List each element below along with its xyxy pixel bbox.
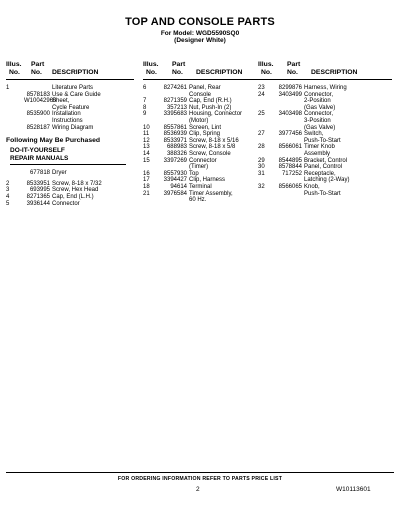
part-no-header: No. — [172, 68, 183, 76]
part-description — [304, 85, 392, 92]
part-description — [304, 92, 392, 112]
description-line: Clip, Harness — [189, 177, 226, 184]
part-number: 8533971 — [163, 137, 187, 144]
description-line: Push-To-Start — [304, 137, 341, 144]
part-number: 8533951 — [26, 180, 50, 187]
diy-heading-1: DO-IT-YOURSELF — [10, 147, 65, 155]
description-line: Sheet, — [52, 98, 70, 105]
part-description — [52, 85, 134, 92]
column-header — [143, 61, 259, 78]
description-line: Screw, Hex Head — [52, 187, 99, 194]
illus-number: 18 — [143, 183, 150, 190]
part-number: 8299876 — [278, 85, 302, 91]
part-number: 688983 — [166, 144, 187, 151]
part-row — [143, 131, 259, 138]
page-number: 2 — [196, 486, 200, 493]
part-number: 8557930 — [163, 170, 187, 177]
part-description — [52, 201, 134, 208]
part-description — [189, 158, 259, 171]
description-line: Screen, Lint — [189, 124, 222, 131]
part-number: 8566061 — [278, 144, 302, 151]
part-row — [143, 184, 259, 191]
part-description — [189, 177, 259, 184]
part-row — [143, 158, 259, 171]
part-number: 3403498 — [278, 111, 302, 118]
part-row — [258, 111, 392, 131]
illus-number: 8 — [143, 104, 147, 111]
illus-header: Illus. — [258, 61, 274, 68]
part-number: 94614 — [170, 183, 187, 190]
description-line: Housing, Connector — [189, 111, 243, 118]
description-line: Assembly — [304, 150, 331, 157]
part-description — [304, 111, 392, 131]
description-line: Use & Care Guide — [52, 91, 101, 98]
illus-number: 16 — [143, 170, 150, 177]
part-description — [189, 151, 259, 158]
description-line: (Timer) — [189, 164, 209, 171]
model-line: For Model: WGD5590SQ0 — [160, 30, 240, 37]
description-header: DESCRIPTION — [196, 68, 243, 76]
part-description — [189, 131, 259, 138]
parts-list — [258, 85, 392, 197]
part-number: 3936144 — [26, 200, 50, 207]
column-header — [6, 61, 134, 78]
part-number: 8274261 — [163, 85, 187, 91]
part-header: Part — [31, 61, 45, 68]
part-description — [189, 144, 259, 151]
part-description — [189, 191, 259, 204]
part-number: 677818 — [29, 170, 50, 177]
illus-number — [6, 111, 24, 124]
description-header: DESCRIPTION — [52, 68, 99, 76]
part-row — [258, 144, 392, 157]
description-line: 2-Position — [304, 98, 331, 105]
illus-number: 12 — [143, 137, 150, 144]
following-heading: Following May Be Purchased — [6, 137, 101, 145]
part-description — [189, 98, 259, 105]
part-row — [143, 171, 259, 178]
manuals-list — [6, 170, 134, 177]
illus-number: 9 — [143, 111, 147, 118]
description-line: Connector — [52, 200, 80, 207]
illus-number: 29 — [258, 157, 265, 164]
description-line: Top — [189, 170, 199, 177]
illus-number: 25 — [258, 111, 265, 118]
description-line: Clip, Spring — [189, 131, 221, 138]
part-number: 8578844 — [278, 164, 302, 171]
part-number: 8578183 — [26, 91, 50, 98]
parts-list — [6, 181, 134, 207]
illus-number: 32 — [258, 183, 265, 190]
illus-number — [6, 170, 24, 177]
part-number: 8528187 — [26, 124, 50, 131]
part-row — [6, 111, 134, 124]
illus-number: 21 — [143, 190, 150, 197]
part-number: 8544895 — [278, 157, 302, 164]
part-description — [189, 111, 259, 124]
description-line: Dryer — [52, 170, 67, 177]
footer-rule — [6, 472, 394, 473]
part-no-header: No. — [31, 68, 42, 76]
part-description — [52, 92, 134, 99]
part-number: 8271365 — [26, 193, 50, 200]
description-line: 60 Hz. — [189, 197, 207, 204]
column-header — [258, 61, 392, 78]
description-line: Harness, Wiring — [304, 85, 347, 91]
part-number: 3397269 — [163, 157, 187, 164]
part-number — [24, 85, 52, 92]
part-no-header: No. — [287, 68, 298, 76]
illus-number: 17 — [143, 177, 150, 184]
part-row — [258, 92, 392, 112]
part-row — [143, 125, 259, 132]
illus-number: 1 — [6, 85, 10, 91]
ordering-note: FOR ORDERING INFORMATION REFER TO PARTS PRICE LIST — [117, 476, 283, 482]
part-description — [189, 125, 259, 132]
illus-number: 10 — [143, 124, 150, 131]
diy-heading-2: REPAIR MANUALS — [10, 154, 69, 162]
description-line: Cycle Feature — [52, 104, 90, 111]
part-row — [143, 144, 259, 151]
part-number: 388326 — [166, 150, 187, 157]
description-line: (Gas Valve) — [304, 104, 336, 111]
part-row — [258, 158, 392, 165]
illus-no-header: No. — [146, 68, 157, 76]
part-number: 357213 — [166, 104, 187, 111]
description-line: (Motor) — [189, 117, 209, 124]
part-description — [189, 105, 259, 112]
description-line: Connector — [189, 157, 217, 164]
illus-number: 6 — [143, 85, 147, 91]
part-row — [143, 111, 259, 124]
description-line: Screw, 8-18 x 7/32 — [52, 180, 102, 187]
description-line: Timer Assembly, — [189, 190, 233, 197]
part-number: 8271359 — [163, 98, 187, 105]
part-row — [6, 170, 134, 177]
illus-number — [6, 125, 24, 132]
description-line: Wiring Diagram — [52, 124, 94, 131]
part-row — [143, 98, 259, 105]
description-line: 3-Position — [304, 117, 331, 124]
part-description — [52, 125, 134, 132]
parts-column-3 — [258, 61, 392, 197]
part-row — [143, 177, 259, 184]
parts-list — [6, 85, 134, 131]
description-line: Cap, End (R.H.) — [189, 98, 232, 105]
description-line: Knob, — [304, 183, 320, 190]
part-number: 8557861 — [163, 124, 187, 131]
illus-number: 7 — [143, 98, 147, 105]
illus-number: 2 — [6, 180, 10, 187]
part-row — [143, 138, 259, 145]
description-header: DESCRIPTION — [311, 68, 358, 76]
description-line: Panel, Rear — [189, 85, 221, 91]
part-number: 3403499 — [278, 91, 302, 98]
part-number: 717252 — [281, 170, 302, 177]
illus-no-header: No. — [261, 68, 272, 76]
part-row — [258, 164, 392, 171]
part-description — [304, 144, 392, 157]
part-description — [189, 184, 259, 191]
illus-number: 27 — [258, 131, 265, 138]
illus-number: 30 — [258, 164, 265, 171]
page-title: TOP AND CONSOLE PARTS — [125, 16, 275, 28]
part-row — [6, 201, 134, 208]
description-line: Latching (2-Way) — [304, 177, 350, 184]
part-description — [304, 184, 392, 197]
part-description — [52, 98, 134, 111]
part-row — [6, 194, 134, 201]
color-line: (Designer White) — [174, 37, 226, 44]
illus-no-header: No. — [9, 68, 20, 76]
part-row — [6, 125, 134, 132]
header-rule — [258, 79, 392, 80]
illus-number: 24 — [258, 91, 265, 98]
part-description — [304, 171, 392, 184]
part-number: 8536939 — [163, 131, 187, 138]
illus-number: 13 — [143, 144, 150, 151]
description-line: Literature Parts — [52, 85, 94, 91]
illus-number: 5 — [6, 200, 10, 207]
illus-number: 4 — [6, 193, 10, 200]
parts-column-2 — [143, 61, 259, 204]
description-line: Panel, Control — [304, 164, 343, 171]
part-description — [304, 158, 392, 165]
description-line: Bracket, Control — [304, 157, 348, 164]
illus-header: Illus. — [143, 61, 159, 68]
illus-number: 14 — [143, 150, 150, 157]
document-code: W10113601 — [336, 486, 371, 493]
part-description — [52, 187, 134, 194]
part-description — [52, 181, 134, 188]
part-number: 8535900 — [26, 111, 50, 118]
description-line: Console — [189, 91, 212, 98]
illus-number: 11 — [143, 131, 150, 138]
parts-column-1 — [6, 61, 134, 207]
illus-number: 3 — [6, 187, 10, 194]
description-line: Installation — [52, 111, 81, 118]
description-line: Switch, — [304, 131, 324, 138]
part-row — [6, 92, 134, 99]
illus-number: 23 — [258, 85, 265, 91]
description-line: Nut, Push-In (2) — [189, 104, 232, 111]
illus-number — [6, 98, 24, 111]
part-description — [52, 111, 134, 124]
part-description — [189, 85, 259, 98]
description-line: Timer Knob — [304, 144, 335, 151]
illus-number: 28 — [258, 144, 265, 151]
diy-rule — [10, 164, 126, 165]
part-row — [143, 85, 259, 98]
part-number: 8566065 — [278, 183, 302, 190]
part-number: 3394427 — [163, 177, 187, 184]
description-line: Receptacle, — [304, 170, 336, 177]
illus-number: 15 — [143, 157, 150, 164]
part-description — [304, 164, 392, 171]
part-row — [258, 171, 392, 184]
description-line: Connector, — [304, 111, 334, 118]
header-rule — [143, 79, 259, 80]
part-row — [6, 181, 134, 188]
part-number: 3395683 — [163, 111, 187, 118]
description-line: Cap, End (L.H.) — [52, 193, 94, 200]
part-number: W10042960 — [24, 98, 57, 105]
part-header: Part — [287, 61, 301, 68]
illus-number: 31 — [258, 170, 265, 177]
part-header: Part — [172, 61, 186, 68]
part-row — [6, 85, 134, 92]
description-line: Screw, 8-18 x 5/16 — [189, 137, 239, 144]
part-row — [6, 187, 134, 194]
description-line: Push-To-Start — [304, 190, 341, 197]
illus-number — [6, 92, 24, 99]
part-description — [189, 138, 259, 145]
part-row — [6, 98, 134, 111]
part-number: 693995 — [29, 187, 50, 194]
part-row — [258, 85, 392, 92]
part-row — [258, 131, 392, 144]
description-line: Connector, — [304, 91, 334, 98]
part-row — [258, 184, 392, 197]
part-description — [52, 194, 134, 201]
part-number: 3976584 — [163, 190, 187, 197]
description-line: (Gas Valve) — [304, 124, 336, 131]
part-row — [143, 191, 259, 204]
illus-header: Illus. — [6, 61, 22, 68]
description-line: Instructions — [52, 117, 83, 124]
part-number: 3977456 — [278, 131, 302, 138]
description-line: Screw, 8-18 x 5/8 — [189, 144, 236, 151]
parts-list — [143, 85, 259, 204]
part-row — [143, 151, 259, 158]
part-description — [304, 131, 392, 144]
description-line: Terminal — [189, 183, 212, 190]
part-description — [52, 170, 134, 177]
header-rule — [6, 79, 134, 80]
description-line: Screw, Console — [189, 150, 231, 157]
part-description — [189, 171, 259, 178]
part-row — [143, 105, 259, 112]
